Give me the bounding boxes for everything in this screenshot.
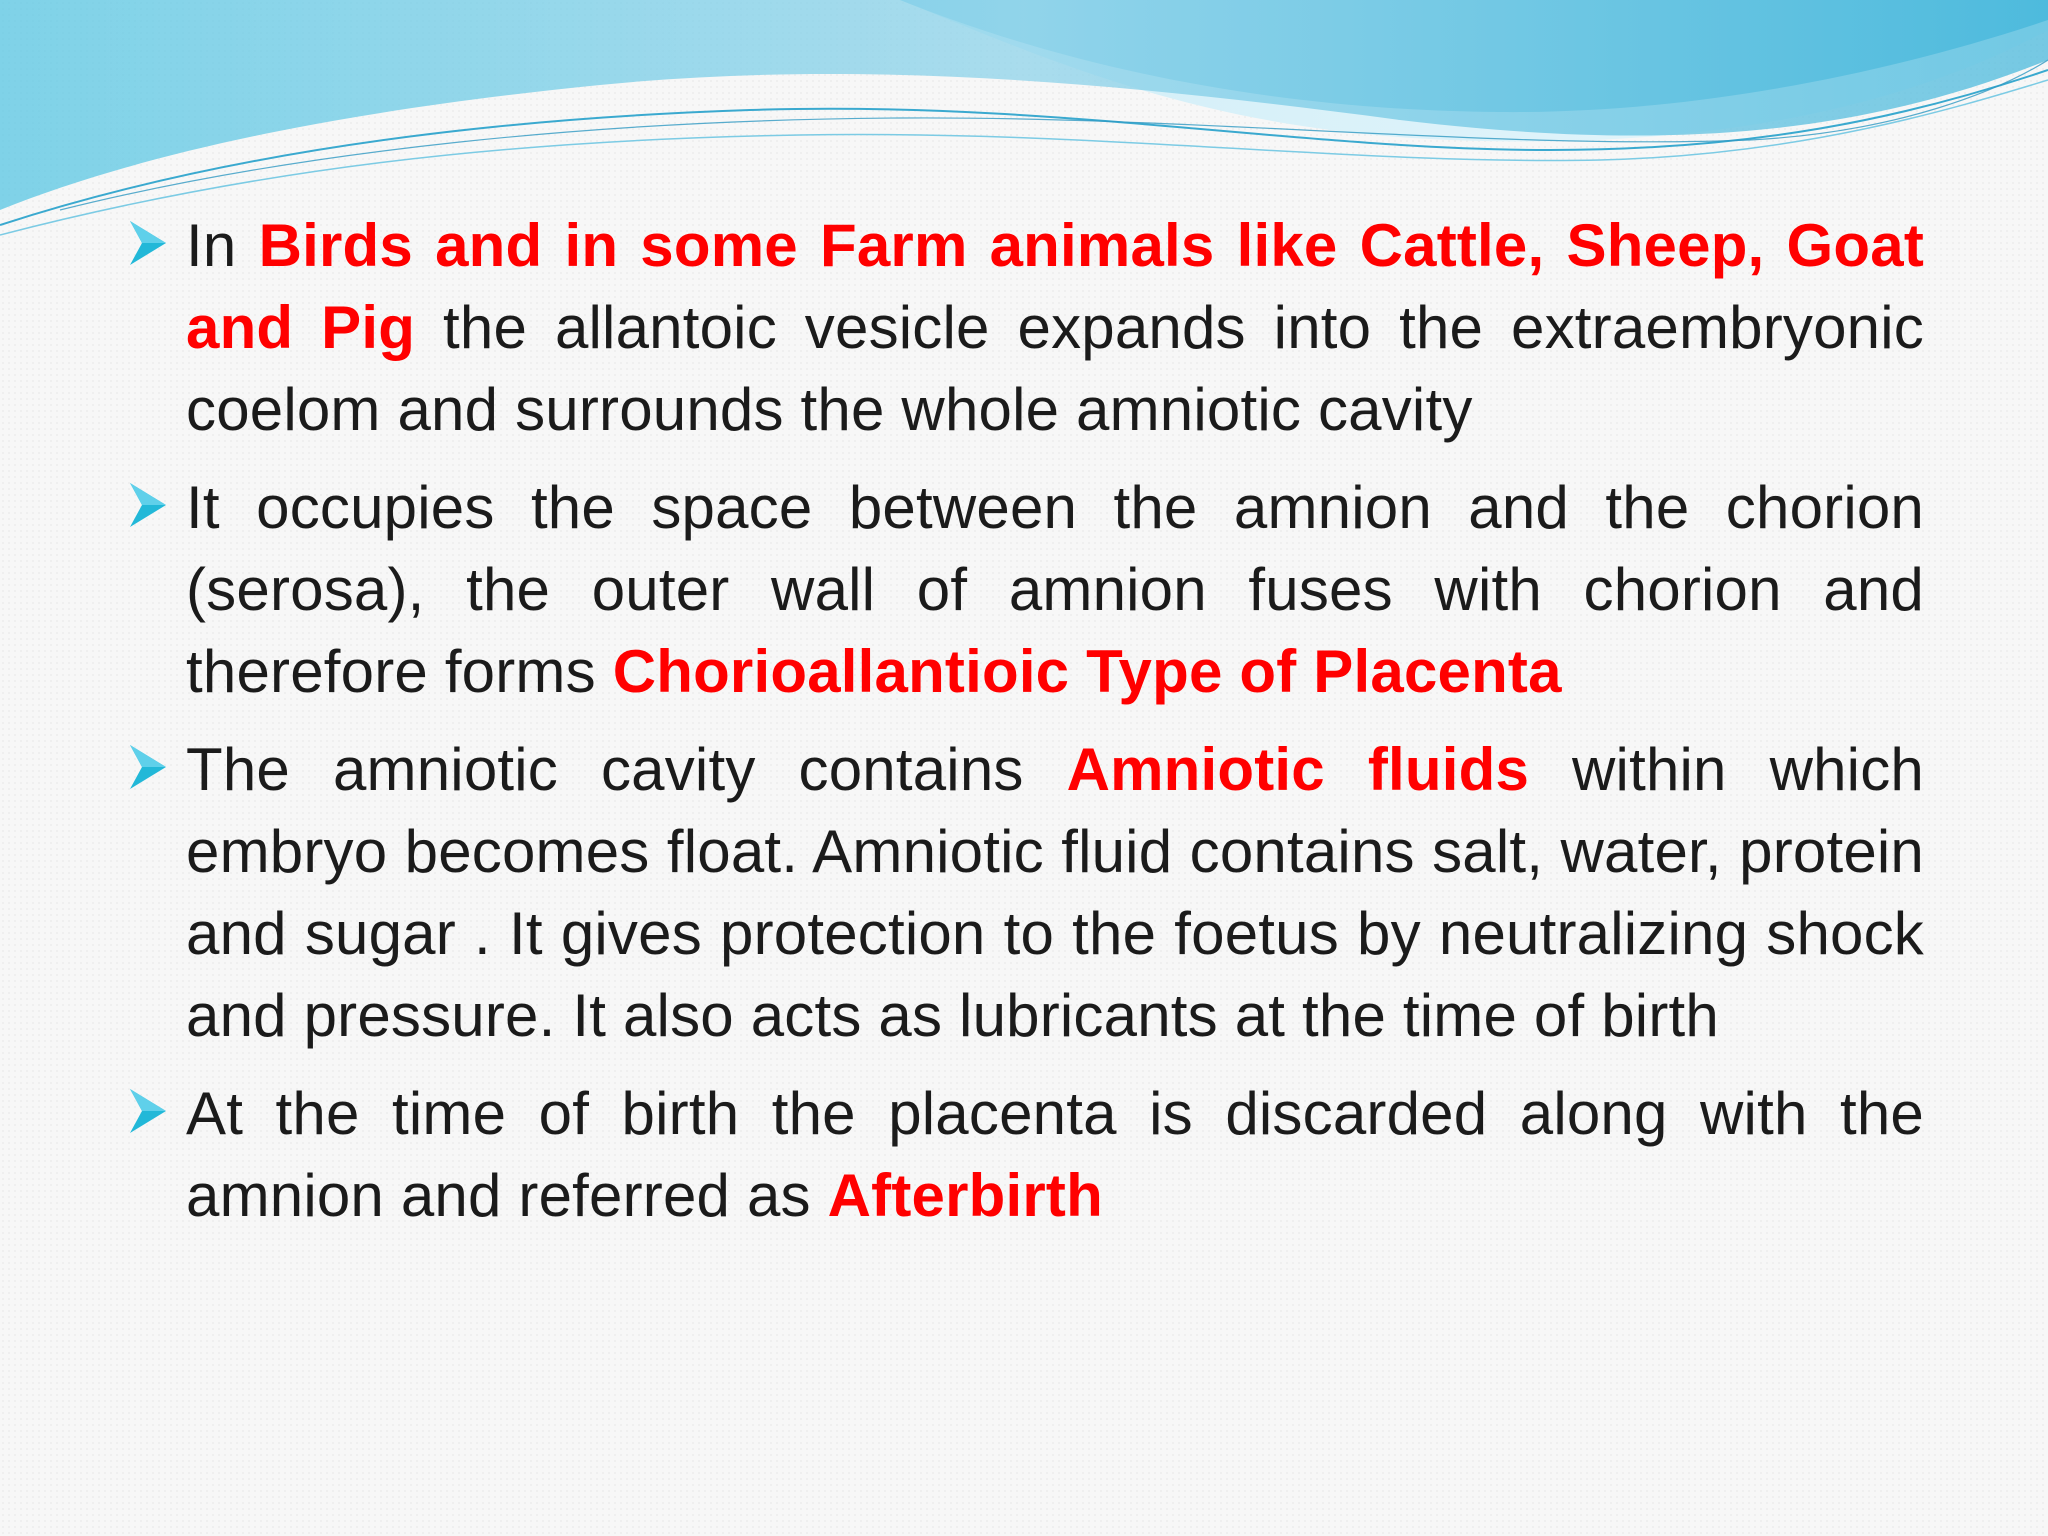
bullet-item: [128, 729, 1924, 1057]
bullet-text-part: It occupies the space between the amnion and the chorion (serosa), the outer wall of amnion fuses with chorion and therefore forms: [186, 474, 1924, 705]
bullet-text: [186, 1073, 1924, 1237]
highlight-text: Chorioallantioic Type of Placenta: [612, 638, 1562, 705]
bullet-item: [128, 205, 1924, 451]
highlight-text: Birds and in some Farm animals like Cattle, Sheep, Goat and Pig: [186, 212, 1925, 361]
slide-content: [128, 205, 1924, 1253]
bullet-text: [186, 467, 1924, 713]
arrow-bullet-icon: [128, 743, 168, 791]
bullet-text-part: At the time of birth the placenta is discarded along with the amnion and referred as: [186, 1080, 1924, 1229]
highlight-text: Amniotic fluids: [1066, 736, 1530, 803]
arrow-bullet-icon: [128, 219, 168, 267]
bullet-item: [128, 467, 1924, 713]
arrow-bullet-icon: [128, 481, 168, 529]
bullet-text: [186, 729, 1924, 1057]
highlight-text: Afterbirth: [827, 1162, 1103, 1229]
bullet-text-part: the allantoic vesicle expands into the extraembryonic coelom and surrounds the whole amniotic cavity: [186, 294, 1924, 443]
bullet-text-part: within which embryo becomes float. Amniotic fluid contains salt, water, protein and sugar . It gives protection to the foetus by neutralizing shock and pressure. It also acts as lubricants at the time of birth: [186, 736, 1924, 1049]
bullet-text-part: The amniotic cavity contains: [186, 736, 1067, 803]
bullet-item: [128, 1073, 1924, 1237]
bullet-text: [186, 205, 1924, 451]
bullet-text-part: In: [186, 212, 259, 279]
arrow-bullet-icon: [128, 1087, 168, 1135]
